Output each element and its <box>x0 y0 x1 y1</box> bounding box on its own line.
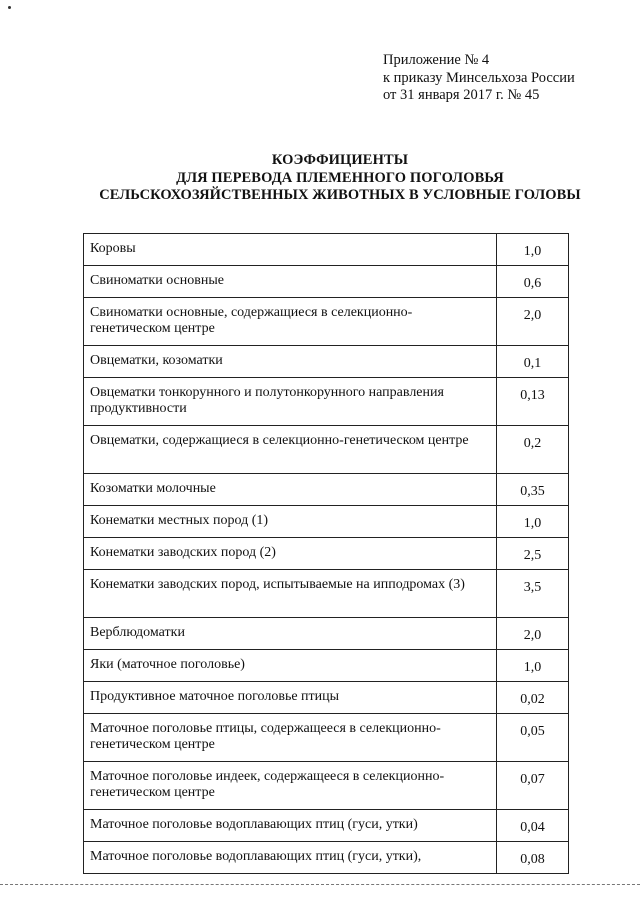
row-coefficient: 0,07 <box>497 762 569 810</box>
table-row <box>84 298 569 346</box>
row-name: Овцематки, содержащиеся в селекционно-генетическом центре <box>84 426 497 474</box>
row-name: Маточное поголовье индеек, содержащееся в селекционно-генетическом центре <box>84 762 497 810</box>
table-row <box>84 426 569 474</box>
row-name: Конематки заводских пород, испытываемые на ипподромах (3) <box>84 570 497 618</box>
row-coefficient: 0,13 <box>497 378 569 426</box>
row-name: Овцематки тонкорунного и полутонкорунного направления продуктивности <box>84 378 497 426</box>
row-name: Свиноматки основные <box>84 266 497 298</box>
table-row <box>84 570 569 618</box>
row-name: Овцематки, козоматки <box>84 346 497 378</box>
page-bottom-divider <box>0 884 640 885</box>
row-name: Маточное поголовье водоплавающих птиц (гуси, утки), <box>84 842 497 874</box>
row-coefficient: 0,2 <box>497 426 569 474</box>
table-row <box>84 234 569 266</box>
table-row <box>84 266 569 298</box>
row-name: Яки (маточное поголовье) <box>84 650 497 682</box>
appendix-line-3: от 31 января 2017 г. № 45 <box>383 87 540 103</box>
row-coefficient: 3,5 <box>497 570 569 618</box>
row-name: Продуктивное маточное поголовье птицы <box>84 682 497 714</box>
row-coefficient: 0,1 <box>497 346 569 378</box>
table-row <box>84 714 569 762</box>
title-line-1: КОЭФФИЦИЕНТЫ <box>271 152 409 168</box>
row-name: Конематки заводских пород (2) <box>84 538 497 570</box>
table-row <box>84 810 569 842</box>
row-coefficient: 0,04 <box>497 810 569 842</box>
table-row <box>84 682 569 714</box>
row-name: Верблюдоматки <box>84 618 497 650</box>
row-coefficient: 0,35 <box>497 474 569 506</box>
table-row <box>84 506 569 538</box>
row-coefficient: 1,0 <box>497 234 569 266</box>
table-row <box>84 378 569 426</box>
row-name: Свиноматки основные, содержащиеся в селекционно-генетическом центре <box>84 298 497 346</box>
scan-speck <box>8 6 11 9</box>
row-coefficient: 2,5 <box>497 538 569 570</box>
table-row <box>84 842 569 874</box>
row-coefficient: 1,0 <box>497 506 569 538</box>
row-name: Коровы <box>84 234 497 266</box>
appendix-note <box>383 52 575 105</box>
appendix-line-1: Приложение № 4 <box>383 52 490 68</box>
table-row <box>84 618 569 650</box>
row-name: Маточное поголовье водоплавающих птиц (гуси, утки) <box>84 810 497 842</box>
row-coefficient: 1,0 <box>497 650 569 682</box>
table-row <box>84 474 569 506</box>
row-coefficient: 0,6 <box>497 266 569 298</box>
table-row <box>84 346 569 378</box>
row-coefficient: 0,08 <box>497 842 569 874</box>
row-coefficient: 0,05 <box>497 714 569 762</box>
appendix-line-2: к приказу Минсельхоза России <box>383 69 575 86</box>
document-title <box>60 152 620 205</box>
row-coefficient: 0,02 <box>497 682 569 714</box>
row-coefficient: 2,0 <box>497 618 569 650</box>
coefficients-table <box>83 233 569 874</box>
title-line-2: ДЛЯ ПЕРЕВОДА ПЛЕМЕННОГО ПОГОЛОВЬЯ <box>176 169 504 186</box>
row-coefficient: 2,0 <box>497 298 569 346</box>
table-row <box>84 538 569 570</box>
table-row <box>84 650 569 682</box>
row-name: Козоматки молочные <box>84 474 497 506</box>
row-name: Маточное поголовье птицы, содержащееся в селекционно-генетическом центре <box>84 714 497 762</box>
table-row <box>84 762 569 810</box>
row-name: Конематки местных пород (1) <box>84 506 497 538</box>
title-line-3: СЕЛЬСКОХОЗЯЙСТВЕННЫХ ЖИВОТНЫХ В УСЛОВНЫЕ ГОЛОВЫ <box>99 187 581 203</box>
